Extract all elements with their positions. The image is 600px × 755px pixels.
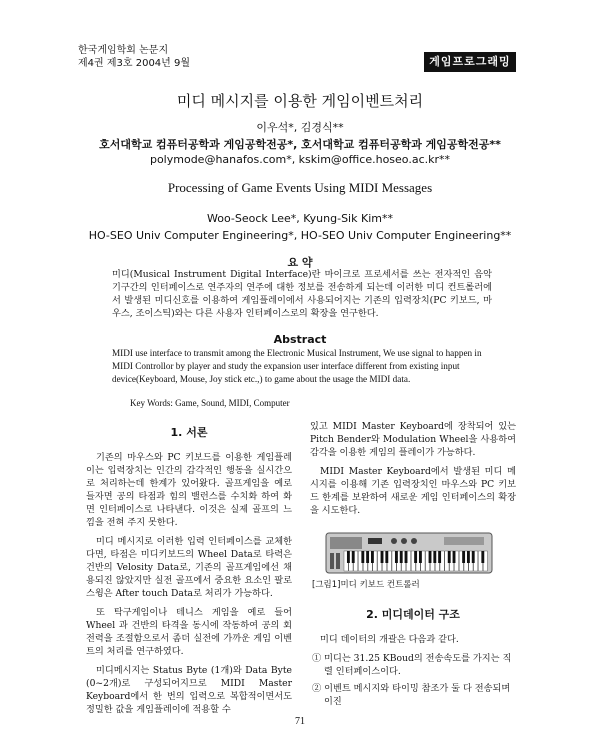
right-column [310,420,516,712]
affiliations-kr: 호서대학교 컴퓨터공학과 게임공학전공*, 호서대학교 컴퓨터공학과 게임공학전공** [99,138,501,151]
list-item: ② 이벤트 메시지와 타이밍 참조가 둘 다 전송되며 이진 [312,683,511,707]
left-column [86,420,292,722]
keywords: Key Words: Game, Sound, MIDI, Computer [130,398,290,408]
affiliations-en: HO-SEO Univ Computer Engineering*, HO-SEO Univ Computer Engineering** [88,229,512,242]
paragraph: 있고 MIDI Master Keyboard에 장착되어 있는 Pitch Bender와 Modulation Wheel을 사용하여 감각을 이용한 게임의 플레이가 가능하다. [310,421,516,458]
paragraph: 또 탁구게임이나 테니스 게임을 예로 들어 Wheel 과 건반의 타격을 동시에 작동하여 공의 회전력을 조절함으로서 좀더 실전에 가까운 게임 이벤트의 처리를 연구하였다. [86,607,292,657]
section1-heading: 1. 서론 [170,426,208,439]
page-number: 71 [295,716,305,727]
midi-keyboard-illustration [324,529,494,575]
section2-heading: 2. 미디데이터 구조 [366,608,460,621]
abstract-en-heading: Abstract [273,333,327,346]
abstract-kr-heading: 요 약 [287,256,313,269]
category-badge: 게임프로그래밍 [424,52,516,72]
authors-kr: 이우석*, 김경식** [256,121,344,134]
paper-title-en: Processing of Game Events Using MIDI Messages [167,180,433,195]
paper-title-kr: 미디 메시지를 이용한 게임이벤트처리 [176,92,424,110]
journal-issue: 제4권 제3호 2004년 9월 [78,58,191,69]
paragraph: 미디 메시지로 이러한 입력 인터페이스를 교체한다면, 타점은 미디키보드의 Wheel Data로 타력은 건반의 Velosity Data로, 기존의 골프게임에선 채용되진 않았지만 실전 골프에서 중요한 요소인 팔로 스윙은 After touch Data로 처리가 가능하다. [86,536,292,599]
journal-name: 한국게임학회 논문지 [78,45,169,56]
author-emails: polymode@hanafos.com*, kskim@office.hoseo.ac.kr** [149,153,451,166]
journal-info [78,44,190,70]
figure-caption: [그림1]미디 키보드 컨트롤러 [312,580,420,590]
list-item: ① 미디는 31.25 KBoud의 전송속도를 가지는 직렬 인터페이스이다. [312,653,512,677]
authors-en: Woo-Seock Lee*, Kyung-Sik Kim** [207,212,393,225]
midi-keyboard-figure [324,529,494,575]
paragraph: 미디메시지는 Status Byte (1개)와 Data Byte (0~2개)로 구성되어지므로 MIDI Master Keyboard에서 한 번의 입력으로 복합적이면서도 정밀한 값을 게임플레이에 적용할 수 [86,665,292,715]
abstract-kr-body: 미디(Musical Instrument Digital Interface)란 마이크로 프로세서를 쓰는 전자적인 음악 기구간의 인터페이스로 연주자의 연주에 대한 정보를 전송하게 되는데 이러한 미디 컨트롤러에서 발생된 미디신호를 이용하여 게임플레이에서 사용되어지는 기존의 입력장치(PC 키보드, 마우스, 조이스틱)와는 다른 사용자 인터페이스로의 확장을 연구한다. [112,269,492,319]
abstract-en-body: MIDI use interface to transmit among the Electronic Musical Instrument, We use signal to happen in MIDI Controllor by player and study the expansion user interface different from existing input device(Keyboard, Mouse, Joy stick etc.,) to game about the usage the MIDI data. [112,348,482,384]
paragraph: 기존의 마우스와 PC 키보드를 이용한 게임플레이는 입력장치는 인간의 감각적인 행동을 실시간으로 처리하는데 한계가 있어왔다. 골프게임을 예로 들자면 공의 타점과 힘의 밸런스를 수치화 하여 화면 인터페이스로 나타낸다. 이것은 실제 골프의 느낌을 전혀 주지 못한다. [86,452,292,528]
paragraph: MIDI Master Keyboard에서 발생된 미디 메시지를 이용해 기존 입력장치인 마우스와 PC 키보드 한계를 보완하여 새로운 게임 인터페이스의 확장을 시도한다. [310,466,516,516]
paragraph: 미디 데이터의 개괄은 다음과 같다. [320,634,459,645]
